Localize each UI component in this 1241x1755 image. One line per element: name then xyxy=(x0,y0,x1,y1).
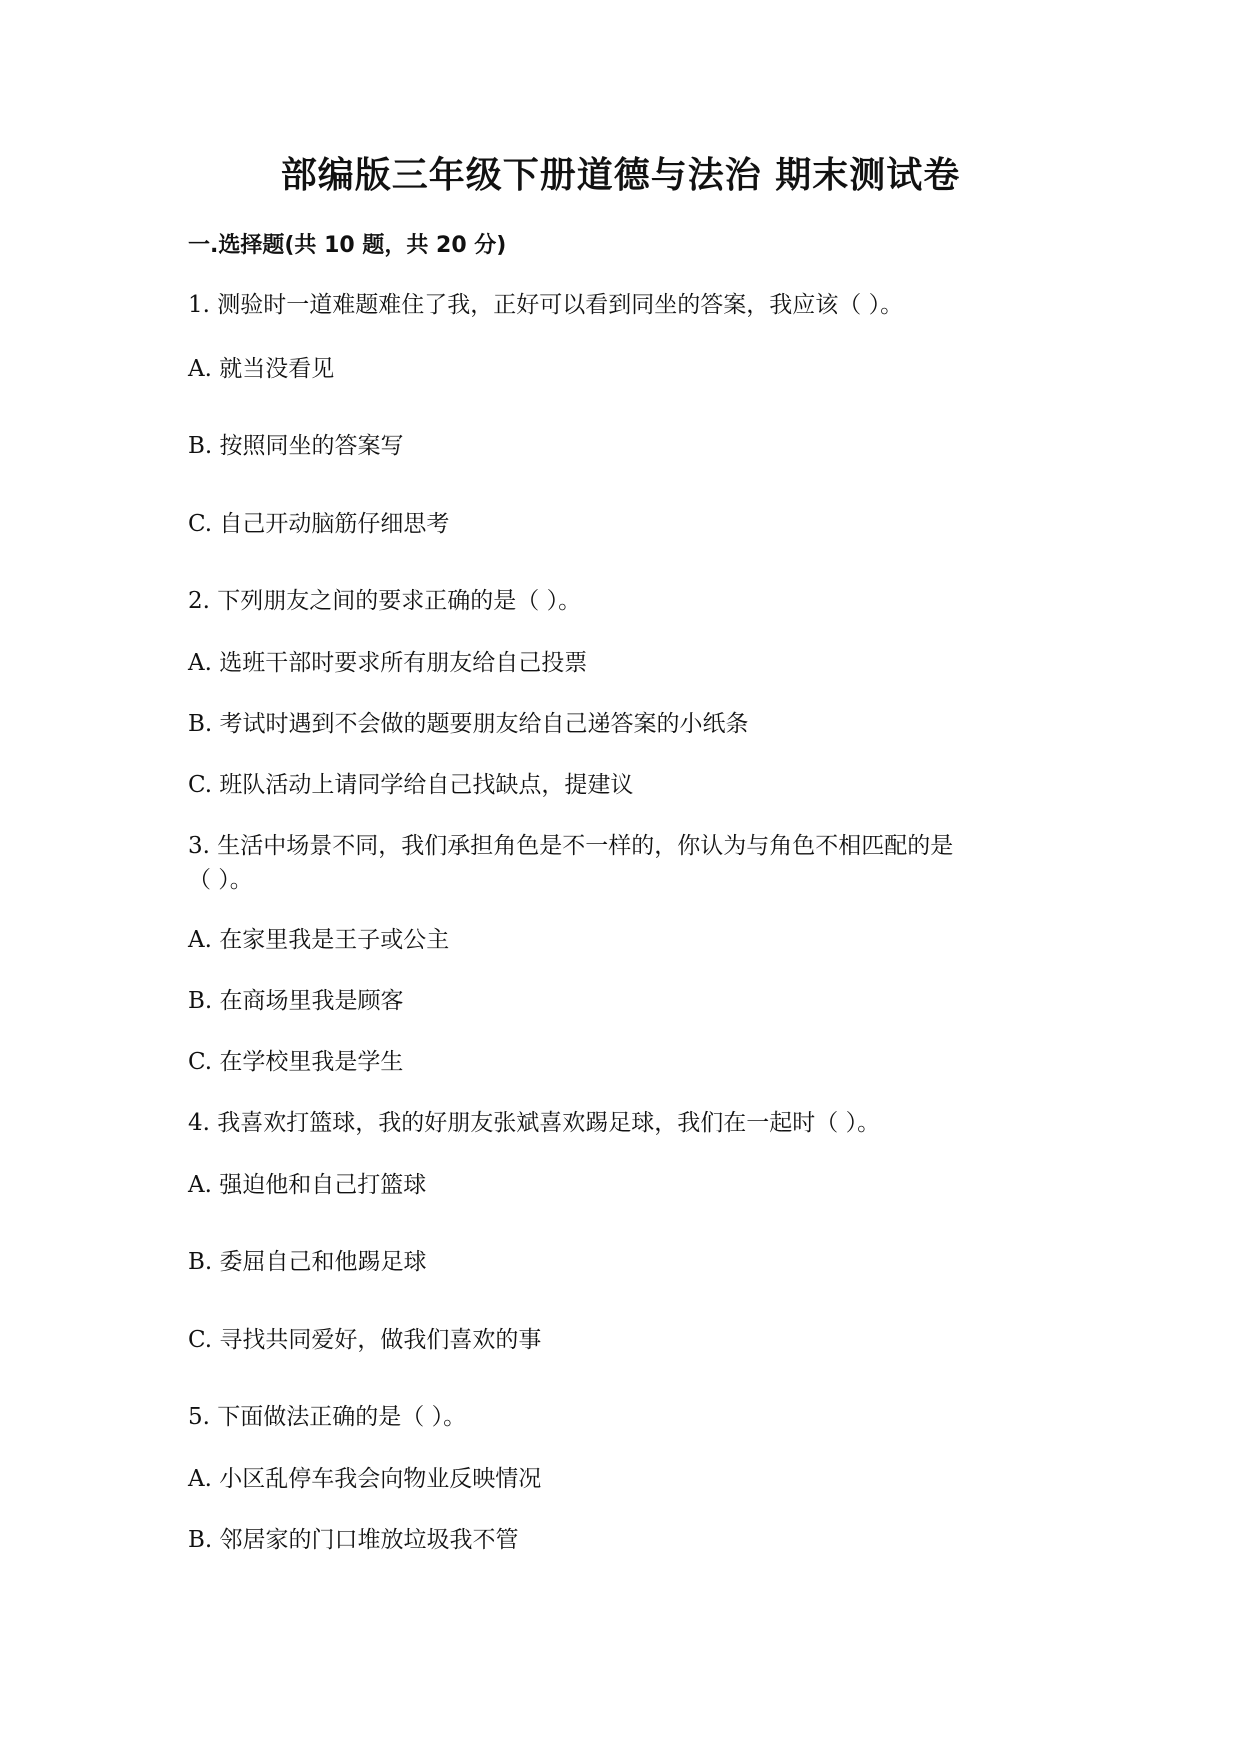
question-2-stem: 2. 下列朋友之间的要求正确的是（ ）。 xyxy=(188,588,582,614)
question-3-option-a: A. 在家里我是王子或公主 xyxy=(188,927,450,953)
question-3-stem-line-2: （ ）。 xyxy=(188,867,253,893)
question-5-stem: 5. 下面做法正确的是（ ）。 xyxy=(188,1404,467,1430)
question-4-option-c: C. 寻找共同爱好，做我们喜欢的事 xyxy=(188,1327,542,1353)
question-5-option-a: A. 小区乱停车我会向物业反映情况 xyxy=(188,1466,542,1492)
question-1-stem: 1. 测验时一道难题难住了我，正好可以看到同坐的答案，我应该（ ）。 xyxy=(188,292,904,318)
question-4-option-b: B. 委屈自己和他踢足球 xyxy=(188,1249,427,1275)
question-2-option-c: C. 班队活动上请同学给自己找缺点，提建议 xyxy=(188,772,634,798)
question-4-option-a: A. 强迫他和自己打篮球 xyxy=(188,1172,427,1198)
question-2-option-a: A. 选班干部时要求所有朋友给自己投票 xyxy=(188,650,588,676)
question-5-option-b: B. 邻居家的门口堆放垃圾我不管 xyxy=(188,1527,519,1553)
section-heading: 一.选择题(共 10 题，共 20 分) xyxy=(188,233,507,258)
question-1-option-a: A. 就当没看见 xyxy=(188,356,335,382)
question-3-option-c: C. 在学校里我是学生 xyxy=(188,1049,404,1075)
question-4-stem: 4. 我喜欢打篮球，我的好朋友张斌喜欢踢足球，我们在一起时（ ）。 xyxy=(188,1110,881,1136)
question-3-stem-line-1: 3. 生活中场景不同，我们承担角色是不一样的，你认为与角色不相匹配的是 xyxy=(188,833,954,859)
question-1-option-c: C. 自己开动脑筋仔细思考 xyxy=(188,511,450,537)
question-3-option-b: B. 在商场里我是顾客 xyxy=(188,988,404,1014)
document-title: 部编版三年级下册道德与法治 期末测试卷 xyxy=(280,155,961,196)
question-1-option-b: B. 按照同坐的答案写 xyxy=(188,433,404,459)
question-2-option-b: B. 考试时遇到不会做的题要朋友给自己递答案的小纸条 xyxy=(188,711,749,737)
